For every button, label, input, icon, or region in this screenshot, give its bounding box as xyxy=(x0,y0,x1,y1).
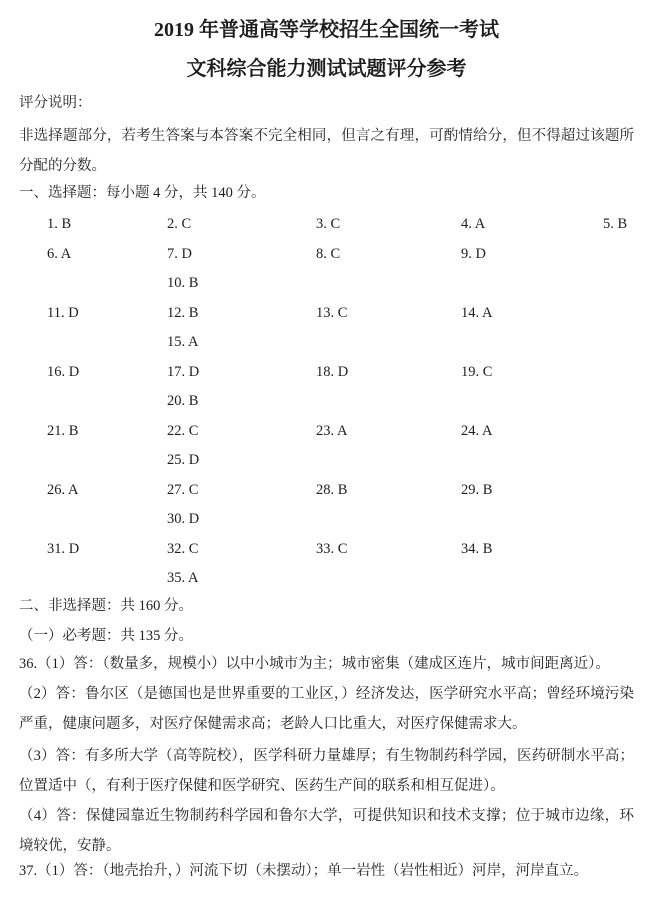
answer-row xyxy=(0,446,650,476)
answer-item: 26. A xyxy=(47,481,79,498)
answer-item: 29. B xyxy=(461,481,493,498)
answer-item: 25. D xyxy=(167,452,200,468)
answer-item: 3. C xyxy=(316,216,341,232)
answer-row xyxy=(0,299,650,329)
answer-row xyxy=(0,417,650,447)
answer-item: 10. B xyxy=(167,275,199,291)
section-2-heading: 二、非选择题：共 160 分。 xyxy=(19,598,193,614)
answer-item: 12. B xyxy=(167,304,199,321)
answer-item: 27. C xyxy=(167,481,199,498)
answer-item: 2. C xyxy=(167,216,192,232)
answer-row xyxy=(0,328,650,358)
answer-item: 33. C xyxy=(316,540,348,557)
answer-item: 11. D xyxy=(47,304,79,321)
answer-item: 34. B xyxy=(461,540,493,557)
required-questions-heading: （一）必考题：共 135 分。 xyxy=(19,628,193,644)
answer-item: 14. A xyxy=(461,304,493,321)
answer-item: 9. D xyxy=(461,245,486,262)
answer-item: 6. A xyxy=(47,245,72,262)
answer-row xyxy=(0,269,650,299)
answer-item: 28. B xyxy=(316,481,348,498)
answer-item: 7. D xyxy=(167,245,192,262)
answer-paragraph-37-1: 37.（1）答：（地壳抬升，）河流下切（未摆动）；单一岩性（岩性相近）河岸，河岸直立。 xyxy=(19,863,589,879)
answer-row xyxy=(0,240,650,270)
answer-item: 17. D xyxy=(167,363,200,380)
answer-paragraph-36-3: （3）答：有多所大学（高等院校），医学科研力量雄厚；有生物制药科学园，医药研制水平高；位置适中（，有利于医疗保健和医学研究、医药生产间的联系和相互促进）。 xyxy=(19,748,634,794)
answer-item: 32. C xyxy=(167,540,199,557)
answer-item: 4. A xyxy=(461,216,486,232)
answer-row xyxy=(0,358,650,388)
answer-item: 18. D xyxy=(316,363,349,380)
answer-row xyxy=(0,535,650,565)
answer-item: 31. D xyxy=(47,540,80,557)
answer-row xyxy=(0,210,650,240)
answer-grid xyxy=(0,210,650,594)
answer-item: 24. A xyxy=(461,422,493,439)
exam-title: 2019 年普通高等学校招生全国统一考试 xyxy=(154,19,499,41)
answer-row xyxy=(0,505,650,535)
answer-item: 5. B xyxy=(603,216,628,232)
answer-item: 15. A xyxy=(167,334,199,350)
exam-subtitle: 文科综合能力测试试题评分参考 xyxy=(186,58,467,80)
answer-item: 23. A xyxy=(316,422,348,439)
section-1-heading: 一、选择题：每小题 4 分，共 140 分。 xyxy=(19,185,266,201)
answer-row xyxy=(0,387,650,417)
answer-row xyxy=(0,564,650,594)
answer-item: 21. B xyxy=(47,422,79,439)
answer-item: 16. D xyxy=(47,363,80,380)
answer-paragraph-36-4: （4）答：保健园靠近生物制药科学园和鲁尔大学，可提供知识和技术支撑；位于城市边缘，环境较优，安静。 xyxy=(19,808,634,854)
answer-paragraph-36-2: （2）答：鲁尔区（是德国也是世界重要的工业区，）经济发达，医学研究水平高；曾经环境污染严重，健康问题多，对医疗保健需求高；老龄人口比重大，对医疗保健需求大。 xyxy=(19,686,634,732)
scoring-note-body: 非选择题部分，若考生答案与本答案不完全相同，但言之有理，可酌情给分，但不得超过该题所分配的分数。 xyxy=(19,128,634,174)
answer-item: 19. C xyxy=(461,363,493,380)
answer-item: 30. D xyxy=(167,511,200,527)
answer-item: 13. C xyxy=(316,304,348,321)
scoring-note-heading: 评分说明： xyxy=(19,95,92,111)
answer-item: 22. C xyxy=(167,422,199,439)
answer-item: 35. A xyxy=(167,570,199,586)
answer-item: 8. C xyxy=(316,245,341,262)
answer-paragraph-36-1: 36.（1）答：（数量多，规模小）以中小城市为主；城市密集（建成区连片，城市间距离近）。 xyxy=(19,656,610,672)
answer-item: 20. B xyxy=(167,393,199,409)
answer-row xyxy=(0,476,650,506)
answer-item: 1. B xyxy=(47,216,72,232)
